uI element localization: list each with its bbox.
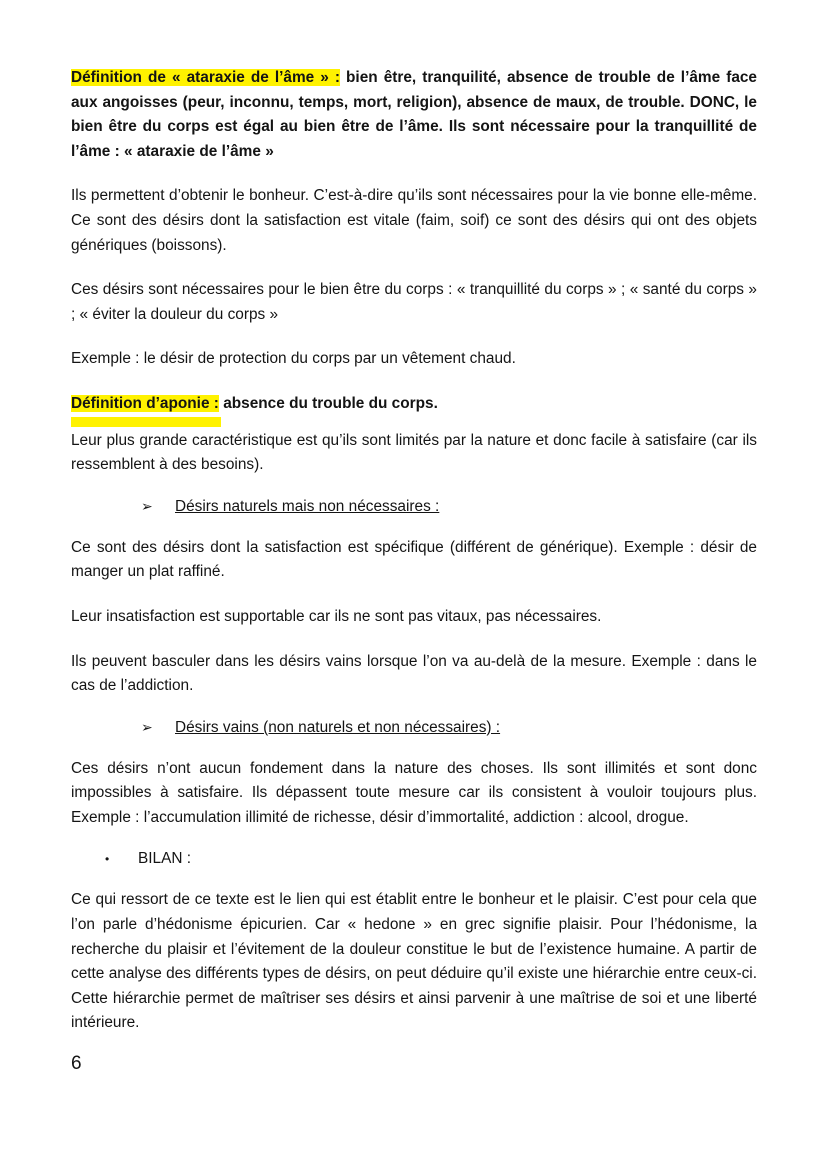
definition-ataraxie bbox=[71, 66, 757, 164]
bullet-dot-icon: • bbox=[105, 852, 110, 867]
heading-bilan-label: BILAN : bbox=[138, 850, 192, 868]
heading-desirs-naturels bbox=[141, 498, 757, 516]
paragraph-desirs-vains: Ces désirs n’ont aucun fondement dans la nature des choses. Ils sont illimités et sont donc impossibles à satisfaire. Ils dépassent toute mesure car ils consistent à vouloir toujours plus. Exemple : l’accumulation illimité de richesse, désir d’immortalité, addiction : alcool, drogue. bbox=[71, 759, 757, 826]
paragraph-satisfaction-specifique: Ce sont des désirs dont la satisfaction est spécifique (différent de générique). Exemple : désir de manger un plat raffiné. bbox=[71, 538, 757, 581]
arrow-bullet-icon: ➢ bbox=[141, 719, 153, 736]
heading-desirs-naturels-label: Désirs naturels mais non nécessaires : bbox=[175, 497, 440, 515]
heading-desirs-vains bbox=[141, 719, 757, 737]
definition-aponie bbox=[71, 392, 757, 417]
highlight-trail bbox=[71, 417, 757, 429]
heading-bilan bbox=[105, 850, 757, 868]
definition-ataraxie-body: bien être, tranquilité, absence de trouble de l’âme face aux angoisses (peur, inconnu, temps, mort, religion), absence de maux, de trouble. DONC, le bien être du corps est égal au bien être de l’âme. Ils sont nécessaire pour la tranquillité de l’âme : « ataraxie de l’âme » bbox=[71, 69, 757, 160]
definition-ataraxie-term: Définition de « ataraxie de l’âme » : bbox=[71, 69, 340, 86]
paragraph-insatisfaction: Leur insatisfaction est supportable car ils ne sont pas vitaux, pas nécessaires. bbox=[71, 607, 602, 625]
paragraph-caracteristique: Leur plus grande caractéristique est qu’ils sont limités par la nature et donc facile à satisfaire (car ils ressemblent à des besoins). bbox=[71, 431, 757, 474]
paragraph-basculer: Ils peuvent basculer dans les désirs vains lorsque l’on va au-delà de la mesure. Exemple : dans le cas de l’addiction. bbox=[71, 652, 757, 695]
paragraph-bonheur: Ils permettent d’obtenir le bonheur. C’est-à-dire qu’ils sont nécessaires pour la vie bonne elle-même. Ce sont des désirs dont la satisfaction est vitale (faim, soif) ce sont des désirs qui ont des objets génériques (boissons). bbox=[71, 187, 757, 254]
paragraph-bilan: Ce qui ressort de ce texte est le lien qui est établit entre le bonheur et le plaisir. C’est pour cela que l’on parle d’hédonisme épicurien. Car « hedone » en grec signifie plaisir. Pour l’hédonisme, la recherche du plaisir et l’évitement de la douleur constitue le but de l’existence humaine. A partir de cette analyse des différents types de désirs, on peut déduire qu’il existe une hiérarchie entre ceux-ci. Cette hiérarchie permet de maîtriser ses désirs et ainsi parvenir à une maîtrise de soi et une liberté intérieure. bbox=[71, 891, 757, 1032]
definition-aponie-body: absence du trouble du corps. bbox=[218, 394, 438, 412]
paragraph-bien-etre-corps: Ces désirs sont nécessaires pour le bien être du corps : « tranquillité du corps » ; « santé du corps » ; « éviter la douleur du corps » bbox=[71, 281, 757, 323]
heading-desirs-vains-label: Désirs vains (non naturels et non nécessaires) : bbox=[175, 718, 501, 736]
arrow-bullet-icon: ➢ bbox=[141, 498, 153, 515]
page-number: 6 bbox=[71, 1053, 82, 1074]
definition-aponie-term: Définition d’aponie : bbox=[71, 394, 219, 412]
document-page bbox=[71, 66, 757, 1036]
paragraph-exemple-vetement: Exemple : le désir de protection du corps par un vêtement chaud. bbox=[71, 350, 516, 368]
